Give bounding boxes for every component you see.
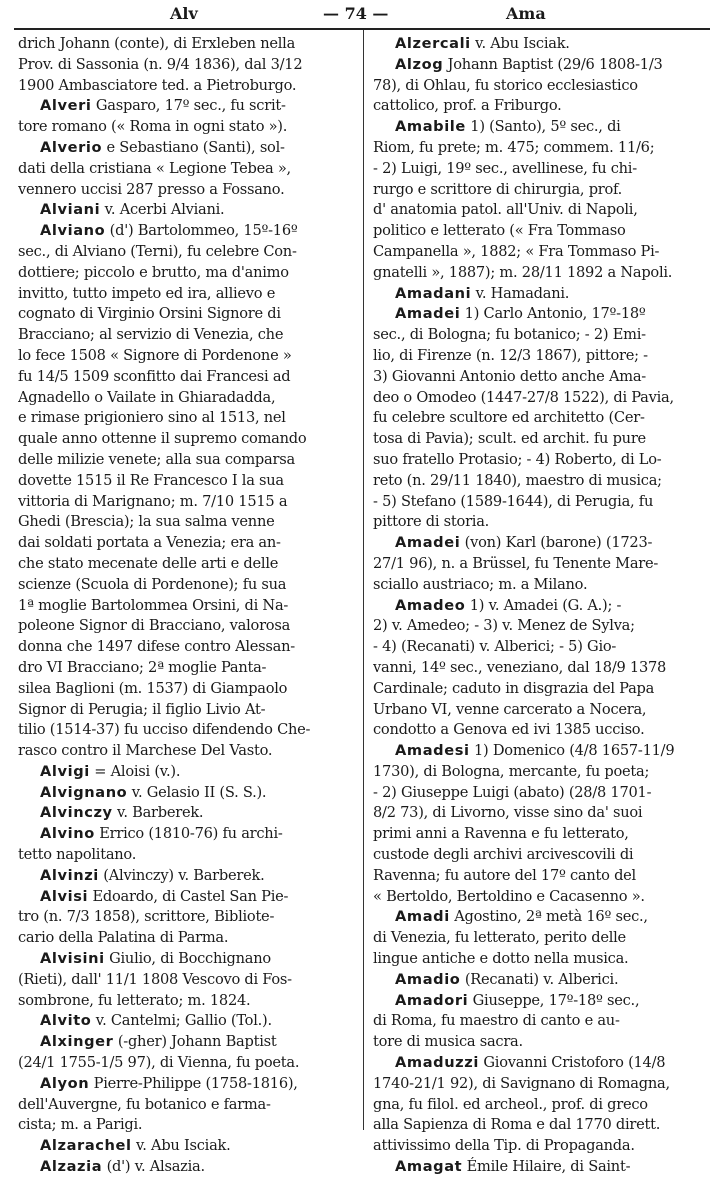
entry-headword: Amadesi [395, 742, 470, 760]
entry-text: tilio (1514-37) fu ucciso difendendo Che- [18, 721, 311, 739]
entry-text: - 2) Giuseppe Luigi (abato) (28/8 1701- [373, 783, 652, 801]
text-line [18, 991, 358, 1012]
entry-headword: Alveri [40, 97, 92, 115]
entry-text: v. Abu Isciak. [131, 1137, 231, 1155]
entry-headword: Alverio [40, 138, 103, 156]
entry-headword: Amadei [395, 305, 461, 323]
entry-text: Giuseppe, 17º-18º sec., [468, 991, 640, 1009]
text-line [18, 1074, 358, 1095]
text-line [18, 76, 358, 97]
text-line [373, 200, 709, 221]
entry-text: Ravenna; fu autore del 17º canto del [373, 866, 636, 884]
entry-text: (d') v. Alsazia. [102, 1158, 205, 1176]
entry-text: 78), di Ohlau, fu storico ecclesiastico [373, 76, 638, 94]
text-line [18, 616, 358, 637]
entry-headword: Alvinczy [40, 804, 113, 822]
entry-text: cario della Palatina di Parma. [18, 929, 229, 947]
entry-text: Cardinale; caduto in disgrazia del Papa [373, 679, 655, 697]
text-line [373, 1011, 709, 1032]
entry-text: 8/2 73), di Livorno, visse sino da' suoi [373, 804, 643, 822]
entry-headword: Alzazia [40, 1158, 103, 1176]
entry-text: 1) Carlo Antonio, 17º-18º [460, 305, 646, 323]
text-line [373, 866, 709, 887]
entry-text: vanni, 14º sec., veneziano, dal 18/9 1378 [373, 658, 667, 676]
entry-headword: Alvignano [40, 783, 128, 801]
text-line [18, 492, 358, 513]
entry-text: (Recanati) v. Alberici. [460, 970, 619, 988]
entry-headword: Alzercali [395, 35, 471, 52]
entry-text: lingue antiche e dotto nella musica. [373, 950, 629, 968]
entry-text: dovette 1515 il Re Francesco I la sua [18, 471, 284, 489]
text-line [18, 346, 358, 367]
text-line [373, 533, 709, 554]
text-line [373, 700, 709, 721]
text-line [18, 55, 358, 76]
entry-text: 1) v. Amadei (G. A.); - [465, 596, 622, 614]
entry-headword: Alzog [395, 55, 444, 73]
text-line [373, 845, 709, 866]
entry-text: v. Abu Isciak. [470, 35, 570, 52]
entry-text: 1900 Ambasciatore ted. a Pietroburgo. [18, 76, 297, 94]
entry-text: rurgo e scrittore di chirurgia, prof. [373, 180, 623, 198]
text-line [373, 221, 709, 242]
entry-text: dottiere; piccolo e brutto, ma d'animo [18, 263, 289, 281]
entry-text: poleone Signor di Bracciano, valorosa [18, 617, 291, 635]
entry-text: attivissimo della Tip. di Propaganda. [373, 1137, 635, 1155]
text-line [18, 284, 358, 305]
entry-headword: Amadori [395, 991, 469, 1009]
text-line [373, 596, 709, 617]
entry-text: vittoria di Marignano; m. 7/10 1515 a [18, 492, 288, 510]
text-line [18, 928, 358, 949]
entry-text: 2) v. Amedeo; - 3) v. Menez de Sylva; [373, 617, 635, 635]
entry-text: (24/1 1755-1/5 97), di Vienna, fu poeta. [18, 1054, 300, 1072]
entry-text: 1) (Santo), 5º sec., di [465, 118, 621, 136]
text-line [18, 325, 358, 346]
text-line [373, 658, 709, 679]
entry-headword: Alviani [40, 201, 101, 219]
text-line [373, 117, 709, 138]
text-line [373, 1095, 709, 1116]
entry-text: sec., di Alviano (Terni), fu celebre Con- [18, 242, 297, 260]
text-line [18, 450, 358, 471]
text-line [373, 76, 709, 97]
entry-text: Johann Baptist (29/6 1808-1/3 [443, 55, 663, 73]
entry-text: = Aloisi (v.). [89, 762, 181, 780]
text-line [18, 138, 358, 159]
entry-headword: Alvito [40, 1012, 92, 1030]
entry-text: tore di musica sacra. [373, 1033, 523, 1051]
text-line [18, 512, 358, 533]
text-line [373, 970, 709, 991]
entry-text: gnatelli », 1887); m. 28/11 1892 a Napoli. [373, 263, 673, 281]
entry-headword: Amadi [395, 908, 450, 926]
text-line [373, 492, 709, 513]
text-line [18, 117, 358, 138]
entry-text: tore romano (« Roma in ogni stato »). [18, 118, 288, 136]
entry-headword: Amaduzzi [395, 1054, 479, 1072]
entry-text: Signor di Perugia; il figlio Livio At- [18, 700, 266, 718]
entry-text: custode degli archivi arcivescovili di [373, 846, 634, 864]
entry-text: - 5) Stefano (1589-1644), di Perugia, fu [373, 492, 654, 510]
entry-text: (Rieti), dall' 11/1 1808 Vescovo di Fos- [18, 970, 292, 988]
entry-text: di Roma, fu maestro di canto e au- [373, 1012, 620, 1030]
text-line [18, 1115, 358, 1136]
entry-text: Gasparo, 17º sec., fu scrit- [91, 97, 286, 115]
entry-text: v. Gelasio II (S. S.). [127, 783, 267, 801]
entry-headword: Alvinzi [40, 866, 99, 884]
text-line [373, 907, 709, 928]
entry-text: 1740-21/1 92), di Savignano di Romagna, [373, 1074, 670, 1092]
entry-text: (Alvinczy) v. Barberek. [98, 866, 265, 884]
text-line [18, 242, 358, 263]
text-line [373, 429, 709, 450]
text-line [18, 887, 358, 908]
text-line [18, 96, 358, 117]
text-line [373, 1053, 709, 1074]
text-line [373, 471, 709, 492]
text-line [373, 263, 709, 284]
entry-headword: Alvisini [40, 950, 105, 968]
column-divider [363, 30, 364, 1130]
entry-text: 27/1 96), n. a Brüssel, fu Tenente Mare- [373, 554, 659, 572]
text-line [373, 512, 709, 533]
entry-text: scienze (Scuola di Pordenone); fu sua [18, 575, 287, 593]
entry-headword: Alyon [40, 1074, 90, 1092]
entry-text: cattolico, prof. a Friburgo. [373, 97, 562, 115]
entry-text: primi anni a Ravenna e fu letterato, [373, 825, 629, 843]
text-line [18, 679, 358, 700]
entry-text: Riom, fu prete; m. 475; commem. 11/6; [373, 138, 655, 156]
entry-text: che stato mecenate delle arti e delle [18, 554, 279, 572]
text-line [373, 34, 709, 55]
entry-text: Errico (1810-76) fu archi- [94, 825, 283, 843]
entry-headword: Amagat [395, 1158, 463, 1176]
entry-text: sciallo austriaco; m. a Milano. [373, 575, 588, 593]
text-line [373, 575, 709, 596]
text-line [373, 803, 709, 824]
entry-text: sec., di Bologna; fu botanico; - 2) Emi- [373, 326, 646, 344]
entry-text: Émile Hilaire, di Saint- [462, 1158, 631, 1176]
text-line [18, 658, 358, 679]
text-line [18, 1011, 358, 1032]
text-line [18, 907, 358, 928]
text-line [373, 408, 709, 429]
entry-text: Urbano VI, venne carcerato a Nocera, [373, 700, 647, 718]
text-line [373, 1136, 709, 1157]
text-line [18, 720, 358, 741]
text-line [18, 824, 358, 845]
text-line [18, 845, 358, 866]
entry-headword: Amadeo [395, 596, 466, 614]
text-line [373, 450, 709, 471]
text-line [18, 1053, 358, 1074]
entry-text: dati della cristiana « Legione Tebea », [18, 159, 291, 177]
entry-text: politico e letterato (« Fra Tommaso [373, 222, 626, 240]
entry-text: cista; m. a Parigi. [18, 1116, 143, 1134]
entry-text: donna che 1497 difese contro Alessan- [18, 638, 295, 656]
entry-text: dell'Auvergne, fu botanico e farma- [18, 1095, 271, 1113]
text-line [18, 263, 358, 284]
entry-text: rasco contro il Marchese Del Vasto. [18, 742, 273, 760]
entry-text: (-gher) Johann Baptist [113, 1033, 277, 1051]
entry-headword: Alzarachel [40, 1137, 132, 1155]
entry-text: Bracciano; al servizio di Venezia, che [18, 326, 284, 344]
header-rule [14, 28, 710, 30]
entry-headword: Amadio [395, 970, 461, 988]
entry-text: (von) Karl (barone) (1723- [460, 534, 653, 552]
text-line [373, 284, 709, 305]
text-line [373, 138, 709, 159]
text-line [373, 928, 709, 949]
entry-text: Edoardo, di Castel San Pie- [88, 887, 289, 905]
text-line [18, 637, 358, 658]
entry-text: sombrone, fu letterato; m. 1824. [18, 991, 251, 1009]
entry-text: reto (n. 29/11 1840), maestro di musica; [373, 471, 662, 489]
entry-text: Campanella », 1882; « Fra Tommaso Pi- [373, 242, 660, 260]
entry-text: e Sebastiano (Santi), sol- [102, 138, 285, 156]
entry-text: vennero uccisi 287 presso a Fossano. [18, 180, 285, 198]
text-line [18, 200, 358, 221]
entry-text: v. Barberek. [112, 804, 204, 822]
text-line [18, 554, 358, 575]
text-line [18, 367, 358, 388]
page-number: — 74 — [323, 4, 389, 23]
entry-text: 1) Domenico (4/8 1657-11/9 [469, 742, 675, 760]
entry-text: dai soldati portata a Venezia; era an- [18, 534, 281, 552]
text-line [18, 471, 358, 492]
text-line [18, 803, 358, 824]
entry-text: lo fece 1508 « Signore di Pordenone » [18, 346, 292, 364]
entry-text: Ghedi (Brescia); la sua salma venne [18, 513, 275, 531]
entry-headword: Alvigi [40, 762, 90, 780]
entry-headword: Alviano [40, 222, 106, 240]
entry-text: 1730), di Bologna, mercante, fu poeta; [373, 762, 650, 780]
text-line [18, 221, 358, 242]
entry-text: deo o Omodeo (1447-27/8 1522), di Pavia, [373, 388, 674, 406]
entry-text: suo fratello Protasio; - 4) Roberto, di Lo- [373, 450, 662, 468]
text-line [18, 1136, 358, 1157]
entry-headword: Amadani [395, 284, 472, 302]
text-line [373, 720, 709, 741]
text-line [18, 1157, 358, 1178]
text-line [373, 762, 709, 783]
text-line [18, 762, 358, 783]
text-line [373, 304, 709, 325]
text-line [373, 824, 709, 845]
entry-text: - 2) Luigi, 19º sec., avellinese, fu chi- [373, 159, 637, 177]
entry-text: 3) Giovanni Antonio detto anche Ama- [373, 367, 646, 385]
text-line [373, 679, 709, 700]
entry-text: tosa di Pavia); scult. ed archit. fu pure [373, 430, 646, 448]
left-column [18, 34, 358, 1178]
text-line [18, 180, 358, 201]
text-line [18, 596, 358, 617]
entry-text: (d') Bartolommeo, 15º-16º [105, 222, 298, 240]
entry-text: di Venezia, fu letterato, perito delle [373, 929, 626, 947]
entry-text: Agnadello o Vailate in Ghiaradadda, [18, 388, 276, 406]
entry-text: « Bertoldo, Bertoldino e Cacasenno ». [373, 887, 645, 905]
entry-text: quale anno ottenne il supremo comando [18, 430, 307, 448]
text-line [18, 429, 358, 450]
text-line [18, 866, 358, 887]
entry-text: Giovanni Cristoforo (14/8 [478, 1054, 666, 1072]
entry-text: e rimase prigioniero sino al 1513, nel [18, 409, 286, 427]
entry-text: delle milizie venete; alla sua comparsa [18, 450, 295, 468]
entry-text: Giulio, di Bocchignano [104, 950, 271, 968]
text-line [373, 1115, 709, 1136]
text-line [373, 1032, 709, 1053]
left-guide-word: Alv [170, 4, 198, 23]
text-line [373, 991, 709, 1012]
text-line [373, 554, 709, 575]
text-line [18, 783, 358, 804]
entry-text: alla Sapienza di Roma e dal 1770 dirett. [373, 1116, 661, 1134]
entry-text: d' anatomia patol. all'Univ. di Napoli, [373, 201, 638, 219]
text-line [18, 575, 358, 596]
entry-text: pittore di storia. [373, 513, 490, 531]
entry-text: Agostino, 2ª metà 16º sec., [449, 908, 648, 926]
text-line [18, 533, 358, 554]
entry-text: fu celebre scultore ed architetto (Cer- [373, 409, 645, 427]
text-line [373, 55, 709, 76]
entry-text: 1ª moglie Bartolommea Orsini, di Na- [18, 596, 289, 614]
text-line [373, 616, 709, 637]
text-line [373, 1157, 709, 1178]
entry-text: Prov. di Sassonia (n. 9/4 1836), dal 3/12 [18, 55, 303, 73]
text-line [18, 388, 358, 409]
text-line [18, 970, 358, 991]
entry-text: condotto a Genova ed ivi 1385 ucciso. [373, 721, 645, 739]
text-line [18, 408, 358, 429]
entry-text: silea Baglioni (m. 1537) di Giampaolo [18, 679, 288, 697]
right-column [373, 34, 709, 1178]
entry-text: fu 14/5 1509 sconfitto dai Francesi ad [18, 367, 291, 385]
text-line [373, 346, 709, 367]
text-line [373, 741, 709, 762]
text-line [373, 325, 709, 346]
text-line [373, 637, 709, 658]
right-guide-word: Ama [506, 4, 546, 23]
text-line [373, 949, 709, 970]
page-header [18, 4, 708, 26]
text-line [18, 34, 358, 55]
text-line [373, 96, 709, 117]
text-line [18, 1095, 358, 1116]
entry-text: v. Acerbi Alviani. [100, 201, 225, 219]
text-line [18, 949, 358, 970]
entry-headword: Alvino [40, 825, 95, 843]
entry-headword: Alvisi [40, 887, 89, 905]
text-line [373, 1074, 709, 1095]
entry-text: cognato di Virginio Orsini Signore di [18, 305, 281, 323]
entry-text: tro (n. 7/3 1858), scrittore, Bibliote- [18, 908, 275, 926]
entry-text: tetto napolitano. [18, 846, 137, 864]
text-line [373, 180, 709, 201]
text-line [373, 159, 709, 180]
entry-text: v. Cantelmi; Gallio (Tol.). [91, 1012, 272, 1030]
entry-text: dro VI Bracciano; 2ª moglie Panta- [18, 658, 267, 676]
entry-text: drich Johann (conte), di Erxleben nella [18, 35, 296, 52]
entry-text: invitto, tutto impeto ed ira, allievo e [18, 284, 276, 302]
text-line [18, 159, 358, 180]
text-line [18, 741, 358, 762]
text-line [18, 304, 358, 325]
entry-text: lio, di Firenze (n. 12/3 1867), pittore; - [373, 346, 648, 364]
entry-headword: Alxinger [40, 1033, 114, 1051]
entry-text: v. Hamadani. [471, 284, 570, 302]
entry-text: Pierre-Philippe (1758-1816), [89, 1074, 298, 1092]
text-line [18, 700, 358, 721]
text-line [373, 783, 709, 804]
text-line [373, 367, 709, 388]
entry-text: - 4) (Recanati) v. Alberici; - 5) Gio- [373, 638, 617, 656]
text-line [18, 1032, 358, 1053]
text-line [373, 887, 709, 908]
text-line [373, 242, 709, 263]
entry-headword: Amadei [395, 534, 461, 552]
entry-text: gna, fu filol. ed archeol., prof. di greco [373, 1095, 648, 1113]
entry-headword: Amabile [395, 118, 466, 136]
text-line [373, 388, 709, 409]
